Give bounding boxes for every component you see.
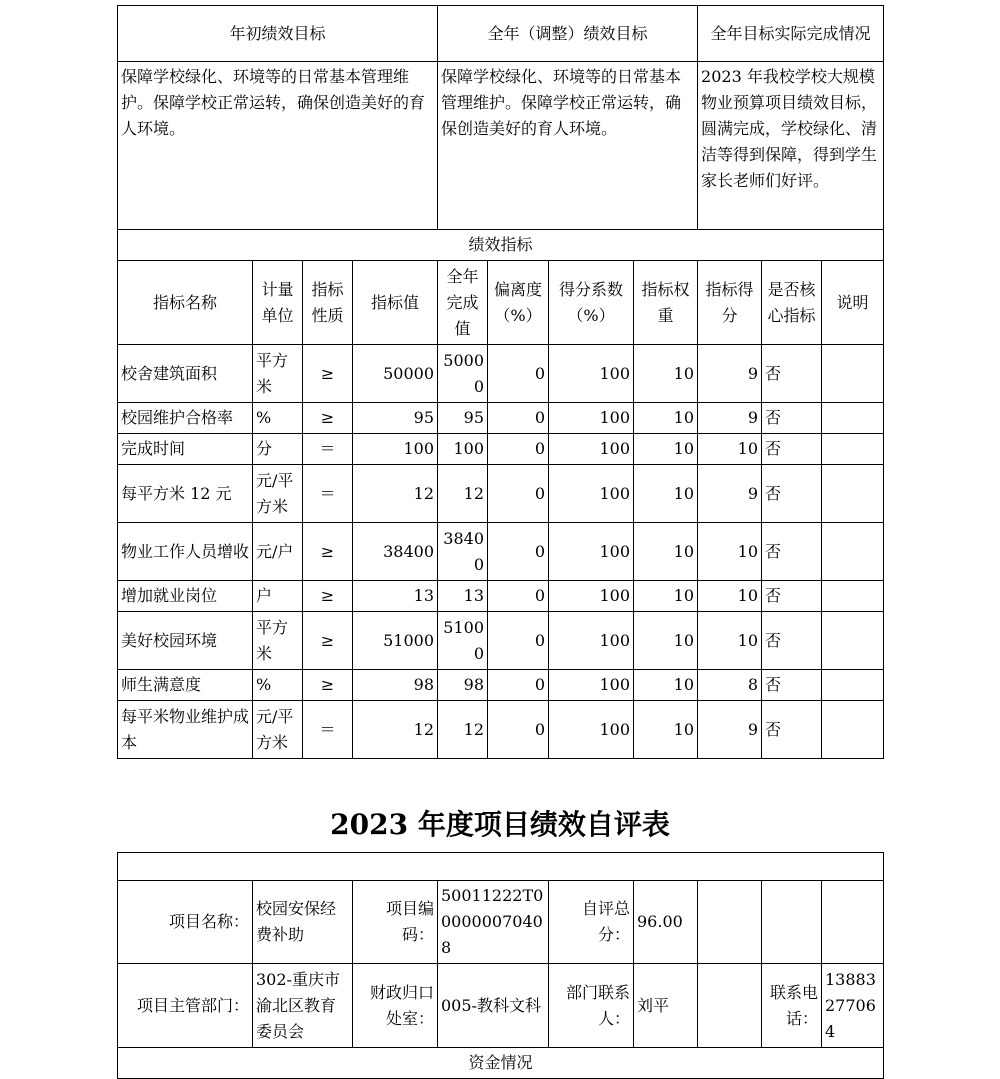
indicator-weight: 10 <box>634 403 698 434</box>
indicator-deviation: 0 <box>488 670 549 701</box>
indicator-nature: ＝ <box>303 434 353 465</box>
indicator-unit: 元/平方米 <box>253 465 303 523</box>
indicator-note <box>822 345 884 403</box>
indicator-coefficient: 100 <box>549 465 634 523</box>
indicator-coefficient: 100 <box>549 581 634 612</box>
indicator-nature: ≥ <box>303 345 353 403</box>
indicator-coefficient: 100 <box>549 701 634 759</box>
indicator-name: 增加就业岗位 <box>118 581 253 612</box>
indicator-core: 否 <box>762 701 822 759</box>
indicator-weight: 10 <box>634 612 698 670</box>
indicator-name: 每平方米 12 元 <box>118 465 253 523</box>
indicator-weight: 10 <box>634 701 698 759</box>
indicator-weight: 10 <box>634 465 698 523</box>
table-row <box>118 701 884 759</box>
col-header: 计量单位 <box>253 261 303 345</box>
indicator-note <box>822 403 884 434</box>
indicator-deviation: 0 <box>488 523 549 581</box>
indicator-name: 校园维护合格率 <box>118 403 253 434</box>
indicator-coefficient: 100 <box>549 345 634 403</box>
indicator-score: 9 <box>698 345 762 403</box>
col-header: 指标名称 <box>118 261 253 345</box>
funds-section-title: 资金情况 <box>118 1048 884 1079</box>
actual-completion-header: 全年目标实际完成情况 <box>698 6 884 62</box>
table-row <box>118 612 884 670</box>
table-row <box>118 465 884 523</box>
indicators-section-title: 绩效指标 <box>118 230 884 261</box>
project-name-value: 校园安保经费补助 <box>253 881 353 964</box>
phone-value: 13883277064 <box>822 964 884 1048</box>
project-name-label: 项目名称： <box>118 881 253 964</box>
blank-cell <box>698 881 762 964</box>
indicator-target: 12 <box>353 701 438 759</box>
indicator-deviation: 0 <box>488 612 549 670</box>
indicator-unit: % <box>253 403 303 434</box>
col-header: 全年完成值 <box>438 261 488 345</box>
blank-header-row <box>118 853 884 881</box>
indicator-actual: 98 <box>438 670 488 701</box>
indicator-actual: 51000 <box>438 612 488 670</box>
indicator-note <box>822 612 884 670</box>
table-row <box>118 581 884 612</box>
indicator-deviation: 0 <box>488 345 549 403</box>
indicator-actual: 12 <box>438 701 488 759</box>
indicator-unit: 平方米 <box>253 345 303 403</box>
indicator-unit: 户 <box>253 581 303 612</box>
initial-goal-header: 年初绩效目标 <box>118 6 438 62</box>
adjusted-goal-header: 全年（调整）绩效目标 <box>438 6 698 62</box>
indicator-actual: 38400 <box>438 523 488 581</box>
indicator-note <box>822 670 884 701</box>
indicator-nature: ≥ <box>303 581 353 612</box>
indicator-core: 否 <box>762 434 822 465</box>
table-row <box>118 523 884 581</box>
indicator-core: 否 <box>762 465 822 523</box>
indicator-unit: % <box>253 670 303 701</box>
indicator-actual: 50000 <box>438 345 488 403</box>
indicator-weight: 10 <box>634 434 698 465</box>
col-header: 指标值 <box>353 261 438 345</box>
indicator-target: 12 <box>353 465 438 523</box>
indicator-coefficient: 100 <box>549 612 634 670</box>
col-header: 指标性质 <box>303 261 353 345</box>
indicator-score: 10 <box>698 523 762 581</box>
self-score-label: 自评总分： <box>549 881 634 964</box>
self-score-value: 96.00 <box>634 881 698 964</box>
indicator-weight: 10 <box>634 581 698 612</box>
performance-goals-table <box>117 5 884 759</box>
col-header: 偏离度（%） <box>488 261 549 345</box>
indicator-name: 物业工作人员增收 <box>118 523 253 581</box>
project-info-row <box>118 881 884 964</box>
indicator-coefficient: 100 <box>549 434 634 465</box>
indicator-deviation: 0 <box>488 465 549 523</box>
indicator-score: 9 <box>698 403 762 434</box>
indicator-target: 50000 <box>353 345 438 403</box>
indicator-core: 否 <box>762 581 822 612</box>
indicator-deviation: 0 <box>488 434 549 465</box>
contact-value: 刘平 <box>634 964 698 1048</box>
indicator-unit: 分 <box>253 434 303 465</box>
indicator-name: 每平米物业维护成本 <box>118 701 253 759</box>
adjusted-goal-text: 保障学校绿化、环境等的日常基本管理维护。保障学校正常运转，确保创造美好的育人环境。 <box>438 62 698 230</box>
blank-cell <box>698 964 762 1048</box>
indicator-nature: ≥ <box>303 523 353 581</box>
indicator-score: 9 <box>698 701 762 759</box>
col-header: 指标权重 <box>634 261 698 345</box>
indicator-coefficient: 100 <box>549 523 634 581</box>
finance-office-value: 005-教科文科 <box>438 964 549 1048</box>
indicator-target: 38400 <box>353 523 438 581</box>
indicator-core: 否 <box>762 403 822 434</box>
indicator-weight: 10 <box>634 670 698 701</box>
indicator-score: 10 <box>698 434 762 465</box>
department-label: 项目主管部门： <box>118 964 253 1048</box>
indicator-unit: 元/户 <box>253 523 303 581</box>
indicator-coefficient: 100 <box>549 670 634 701</box>
indicator-unit: 平方米 <box>253 612 303 670</box>
indicator-nature: ＝ <box>303 701 353 759</box>
indicator-target: 51000 <box>353 612 438 670</box>
indicator-deviation: 0 <box>488 701 549 759</box>
indicator-target: 100 <box>353 434 438 465</box>
indicator-note <box>822 523 884 581</box>
indicator-core: 否 <box>762 670 822 701</box>
indicator-nature: ＝ <box>303 465 353 523</box>
indicator-weight: 10 <box>634 345 698 403</box>
col-header: 指标得分 <box>698 261 762 345</box>
indicator-deviation: 0 <box>488 581 549 612</box>
indicator-score: 9 <box>698 465 762 523</box>
col-header: 说明 <box>822 261 884 345</box>
indicator-actual: 95 <box>438 403 488 434</box>
col-header: 是否核心指标 <box>762 261 822 345</box>
contact-label: 部门联系人： <box>549 964 634 1048</box>
finance-office-label: 财政归口处室： <box>353 964 438 1048</box>
col-header: 得分系数（%） <box>549 261 634 345</box>
indicator-actual: 12 <box>438 465 488 523</box>
indicator-note <box>822 434 884 465</box>
table-row <box>118 345 884 403</box>
indicator-name: 完成时间 <box>118 434 253 465</box>
indicator-actual: 100 <box>438 434 488 465</box>
indicator-nature: ≥ <box>303 403 353 434</box>
indicator-nature: ≥ <box>303 612 353 670</box>
indicator-score: 8 <box>698 670 762 701</box>
indicator-core: 否 <box>762 523 822 581</box>
department-info-row <box>118 964 884 1048</box>
indicator-target: 13 <box>353 581 438 612</box>
indicator-nature: ≥ <box>303 670 353 701</box>
indicator-core: 否 <box>762 345 822 403</box>
indicator-name: 美好校园环境 <box>118 612 253 670</box>
blank-cell <box>762 881 822 964</box>
indicator-actual: 13 <box>438 581 488 612</box>
project-info-table <box>117 852 884 1079</box>
project-code-label: 项目编码： <box>353 881 438 964</box>
project-code-value: 50011222T000000070408 <box>438 881 549 964</box>
indicator-coefficient: 100 <box>549 403 634 434</box>
table-row <box>118 434 884 465</box>
indicator-note <box>822 701 884 759</box>
phone-label: 联系电话： <box>762 964 822 1048</box>
actual-completion-text: 2023 年我校学校大规模物业预算项目绩效目标，圆满完成，学校绿化、清洁等得到保障，得到学生家长老师们好评。 <box>698 62 884 230</box>
indicator-core: 否 <box>762 612 822 670</box>
document-title: 2023 年度项目绩效自评表 <box>330 808 670 841</box>
blank-cell <box>822 881 884 964</box>
indicators-header-row <box>118 261 884 345</box>
table-row <box>118 670 884 701</box>
indicator-name: 校舍建筑面积 <box>118 345 253 403</box>
indicator-score: 10 <box>698 581 762 612</box>
indicator-note <box>822 465 884 523</box>
department-value: 302-重庆市渝北区教育委员会 <box>253 964 353 1048</box>
indicator-note <box>822 581 884 612</box>
indicator-target: 95 <box>353 403 438 434</box>
indicator-weight: 10 <box>634 523 698 581</box>
indicator-target: 98 <box>353 670 438 701</box>
indicator-name: 师生满意度 <box>118 670 253 701</box>
initial-goal-text: 保障学校绿化、环境等的日常基本管理维护。保障学校正常运转，确保创造美好的育人环境。 <box>118 62 438 230</box>
table-row <box>118 403 884 434</box>
indicator-score: 10 <box>698 612 762 670</box>
indicator-deviation: 0 <box>488 403 549 434</box>
indicator-unit: 元/平方米 <box>253 701 303 759</box>
